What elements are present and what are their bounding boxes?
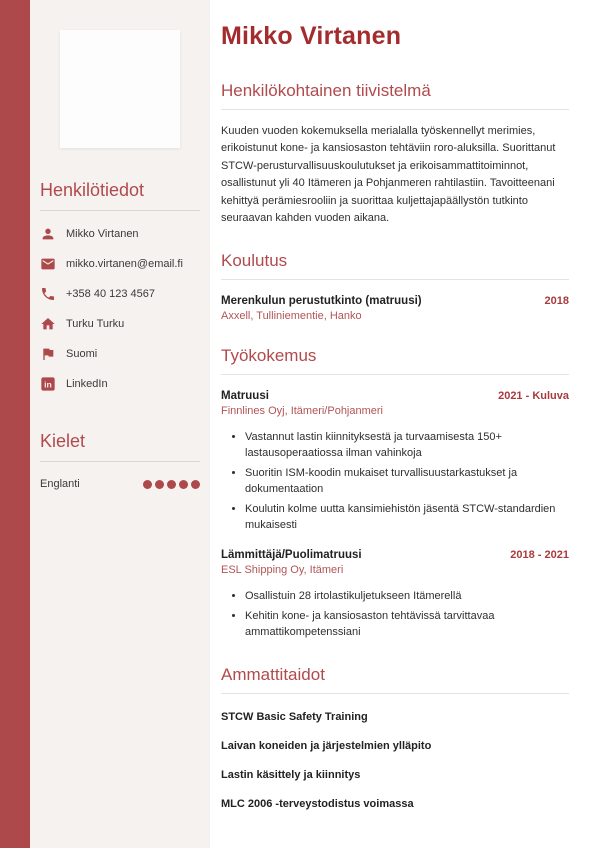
section-divider [221,109,569,110]
cv-main-content [210,0,600,830]
experience-entry-title: Matruusi [221,390,269,403]
flag-icon [40,346,56,362]
education-entry-date: 2018 [544,295,569,308]
contact-item-location [40,309,200,339]
experience-entry-date: 2021 - Kuluva [498,390,569,403]
language-name: Englanti [40,478,80,490]
experience-bullet: • Suoritin ISM-koodin mukaiset turvallisuustarkastukset ja dokumentaation [245,466,569,498]
experience-entry-subtitle: Finnlines Oyj, Itämeri/Pohjanmeri [221,405,384,418]
contact-item-name [40,219,200,249]
experience-entry-head [221,390,569,402]
sidebar [30,0,210,848]
section-divider [221,374,569,375]
contact-location-text: Turku Turku [66,318,125,330]
contact-list [40,219,200,399]
experience-entry [221,549,569,641]
cv-name-title: Mikko Virtanen [221,22,402,50]
person-icon [40,226,56,242]
education-entry-subtitle: Axxell, Tulliniementie, Hanko [221,310,362,323]
skill-item: Lastin käsittely ja kiinnitys [221,768,361,781]
summary-text: Kuuden vuoden kokemuksella merialalla työskennellyt merimies, erikoistunut kone- ja kansiosaston tehtäviin roro-aluksilla. Suorittanut STCW-perusturvallisuuskoulutukset ja erikoisammattitoiminnot, osallistunut yli 40 Itämeren ja Pohjanmeren rahtilastiin. Tavoitteenani kehittyä perämiesrooliin ja suorittaa kuljettajapäällystön tutkinto seuraavan kahden vuoden aikana. [221,125,556,224]
experience-entry-bullets [221,430,569,534]
experience-entry [221,390,569,534]
home-icon [40,316,56,332]
svg-text:in: in [44,379,52,390]
education-entry [221,295,569,322]
experience-entry-subtitle: ESL Shipping Oy, Itämeri [221,563,344,576]
contact-linkedin-text: LinkedIn [66,378,108,390]
skills-section [221,665,569,810]
contact-item-country [40,339,200,369]
experience-entry-head [221,549,569,561]
experience-section [221,346,569,640]
skill-item: Laivan koneiden ja järjestelmien ylläpito [221,739,432,752]
education-entry-head [221,295,569,307]
summary-heading: Henkilökohtainen tiivistelmä [221,81,431,100]
experience-entry-bullets [221,589,569,641]
contact-section-heading: Henkilötiedot [40,180,145,200]
experience-heading: Työkokemus [221,346,317,366]
contact-name-text: Mikko Virtanen [66,228,139,240]
education-section [221,251,569,322]
language-level-dots [143,480,200,489]
contact-country-text: Suomi [66,348,98,360]
experience-entry-date: 2018 - 2021 [510,548,569,561]
experience-bullet: • Osallistuin 28 irtolastikuljetukseen Itämerellä [245,589,569,605]
contact-item-phone [40,279,200,309]
language-level-dot [155,480,164,489]
skill-item: STCW Basic Safety Training [221,710,368,723]
sidebar-divider [40,210,200,211]
phone-icon [40,286,56,302]
language-item [40,478,200,490]
education-entry-title: Merenkulun perustutkinto (matruusi) [221,295,422,308]
education-heading: Koulutus [221,251,288,271]
summary-section [221,81,569,227]
language-level-dot [179,480,188,489]
profile-photo-placeholder [60,30,180,148]
experience-bullet: • Vastannut lastin kiinnityksestä ja turvaamisesta 150+ lastausoperaatiossa ilman vahinkoja [245,430,569,462]
email-icon [40,256,56,272]
contact-item-linkedin [40,369,200,399]
section-divider [221,279,569,280]
experience-entry-title: Lämmittäjä/Puolimatruusi [221,548,362,561]
language-level-dot [143,480,152,489]
contact-email-text: mikko.virtanen@email.fi [66,258,183,270]
skills-list [221,711,569,810]
accent-stripe [0,0,30,848]
sidebar-divider [40,461,200,462]
contact-phone-text: +358 40 123 4567 [66,288,156,300]
experience-bullet: • Kehitin kone- ja kansiosaston tehtävissä tarvittavaa ammattikompetenssiani [245,609,569,641]
languages-section-heading: Kielet [40,431,86,451]
experience-bullet: • Koulutin kolme uutta kansimiehistön jäsentä STCW-standardien mukaisesti [245,502,569,534]
linkedin-icon [40,376,56,392]
language-level-dot [167,480,176,489]
skills-heading: Ammattitaidot [221,664,325,684]
skill-item: MLC 2006 -terveystodistus voimassa [221,797,414,810]
section-divider [221,693,569,694]
contact-item-email [40,249,200,279]
language-level-dot [191,480,200,489]
